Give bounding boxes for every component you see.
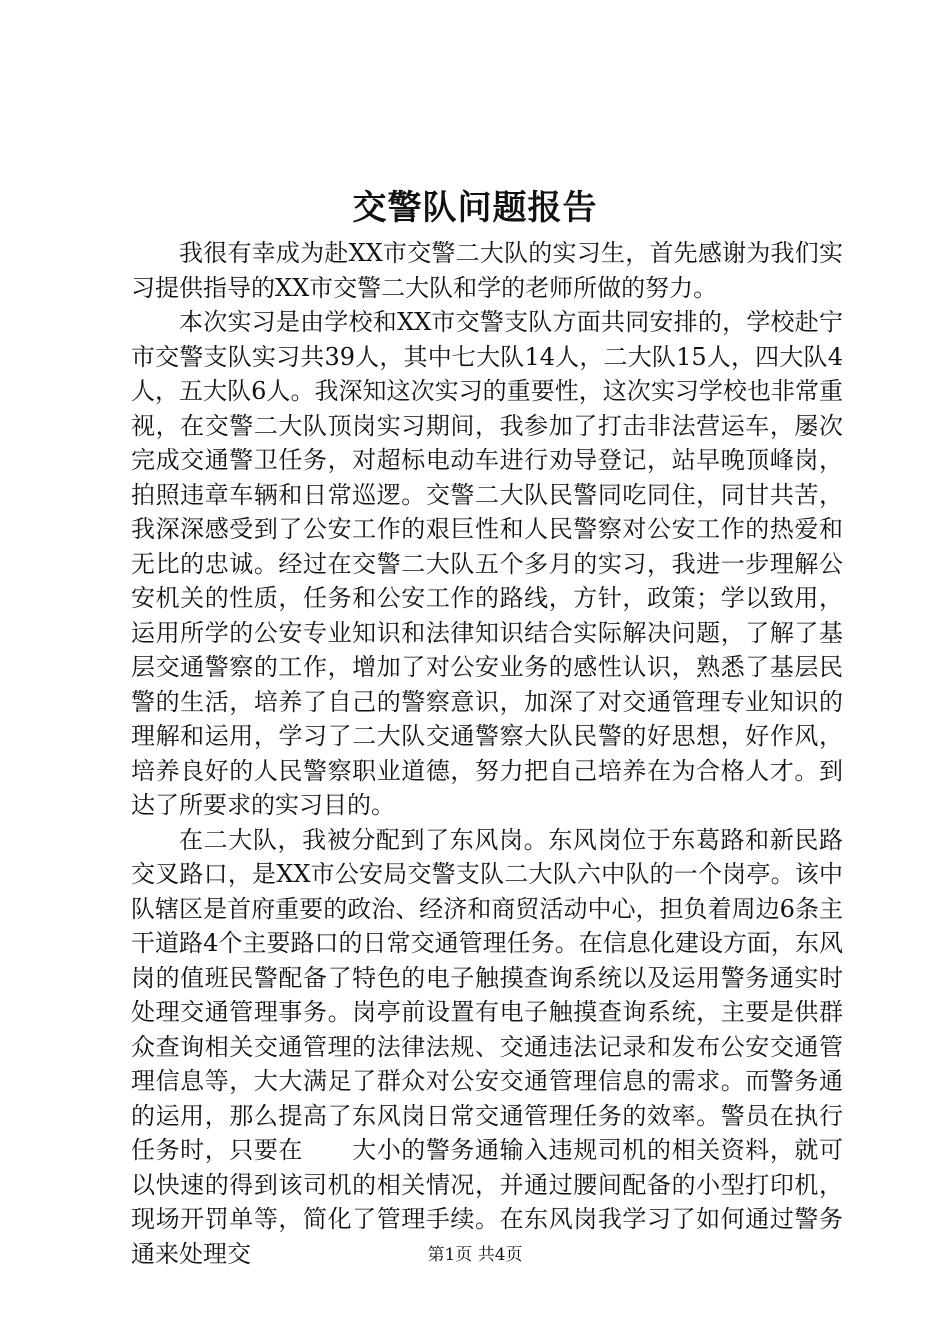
page-footer: 第1页 共4页 <box>427 1245 523 1265</box>
paragraph-intro: 我很有幸成为赴XX市交警二大队的实习生，首先感谢为我们实习提供指导的XX市交警二大队和学的老师所做的努力。 <box>131 239 843 302</box>
document-body <box>131 236 843 1271</box>
document-title: 交警队问题报告 <box>352 188 598 228</box>
paragraph-internship-overview: 本次实习是由学校和XX市交警支队方面共同安排的，学校赴宁市交警支队实习共39人，其中七大队14人，二大队15人，四大队4人，五大队6人。我深知这次实习的重要性，这次实习学校也非常重视，在交警二大队顶岗实习期间，我参加了打击非法营运车，屡次完成交通警卫任务，对超标电动车进行劝导登记，站早晚顶峰岗，拍照违章车辆和日常巡逻。交警二大队民警同吃同住，同甘共苦，我深深感受到了公安工作的艰巨性和人民警察对公安工作的热爱和无比的忠诚。经过在交警二大队五个多月的实习，我进一步理解公安机关的性质，任务和公安工作的路线，方针，政策；学以致用，运用所学的公安专业知识和法律知识结合实际解决问题，了解了基层交通警察的工作，增加了对公安业务的感性认识，熟悉了基层民警的生活，培养了自己的警察意识，加深了对交通管理专业知识的理解和运用，学习了二大队交通警察大队民警的好思想，好作风，培养良好的人民警察职业道德，努力把自己培养在为合格人才。到达了所要求的实习目的。 <box>131 308 843 819</box>
paragraph-dongfeng-post: 在二大队，我被分配到了东风岗。东风岗位于东葛路和新民路交叉路口，是XX市公安局交警支队二大队六中队的一个岗亭。该中队辖区是首府重要的政治、经济和商贸活动中心，担负着周边6条主干道路4个主要路口的日常交通管理任务。在信息化建设方面，东风岗的值班民警配备了特色的电子触摸查询系统以及运用警务通实时处理交通管理事务。岗亭前设置有电子触摸查询系统，主要是供群众查询相关交通管理的法律法规、交通违法记录和发布公安交通管理信息等，大大满足了群众对公安交通管理信息的需求。而警务通的运用，那么提高了东风岗日常交通管理任务的效率。警员在执行任务时，只要在 大小的警务通输入违规司机的相关资料，就可以快速的得到该司机的相关情况，并通过腰间配备的小型打印机，现场开罚单等，简化了管理手续。在东风岗我学习了如何通过警务通来处理交 <box>131 825 843 1268</box>
